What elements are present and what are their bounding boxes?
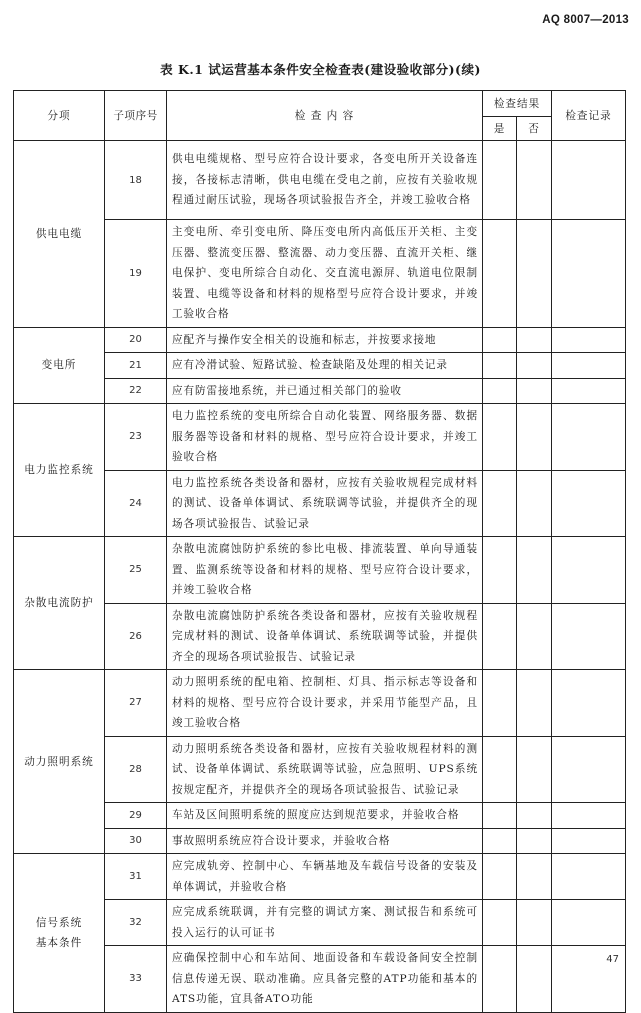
record-cell bbox=[552, 670, 626, 737]
result-yes-cell bbox=[483, 378, 517, 404]
result-yes-cell bbox=[483, 353, 517, 379]
result-yes-cell bbox=[483, 327, 517, 353]
record-cell bbox=[552, 404, 626, 471]
result-yes-cell bbox=[483, 670, 517, 737]
content-cell: 电力监控系统各类设备和器材，应按有关验收规程完成材料的测试、设备单体调试、系统联调等试验，并提供齐全的现场各项试验报告、试验记录 bbox=[167, 470, 483, 537]
content-cell: 杂散电流腐蚀防护系统各类设备和器材，应按有关验收规程完成材料的测试、设备单体调试、系统联调等试验，并提供齐全的现场各项试验报告、试验记录 bbox=[167, 603, 483, 670]
content-cell: 动力照明系统各类设备和器材，应按有关验收规程材料的测试、设备单体调试、系统联调等试验，应急照明、UPS系统按规定配齐，并提供齐全的现场各项试验报告、试验记录 bbox=[167, 736, 483, 803]
table-row bbox=[14, 803, 626, 829]
result-no-cell bbox=[517, 603, 552, 670]
result-yes-cell bbox=[483, 854, 517, 900]
table-row bbox=[14, 378, 626, 404]
table-row bbox=[14, 327, 626, 353]
record-cell bbox=[552, 220, 626, 328]
content-cell: 事故照明系统应符合设计要求，并验收合格 bbox=[167, 828, 483, 854]
result-yes-cell bbox=[483, 220, 517, 328]
table-row bbox=[14, 854, 626, 900]
table-row bbox=[14, 900, 626, 946]
record-cell bbox=[552, 803, 626, 829]
sub-item-no-cell: 33 bbox=[105, 946, 167, 1013]
sub-item-no-cell: 30 bbox=[105, 828, 167, 854]
record-cell bbox=[552, 327, 626, 353]
result-no-cell bbox=[517, 900, 552, 946]
result-yes-cell bbox=[483, 900, 517, 946]
table-row bbox=[14, 603, 626, 670]
table-row bbox=[14, 404, 626, 471]
table-row bbox=[14, 670, 626, 737]
result-yes-cell bbox=[483, 141, 517, 220]
content-cell: 供电电缆规格、型号应符合设计要求，各变电所开关设备连接，各接标志清晰，供电电缆在受电之前，应按有关验收规程通过耐压试验，现场各项试验报告齐全，并竣工验收合格 bbox=[167, 141, 483, 220]
record-cell bbox=[552, 353, 626, 379]
sub-item-no-cell: 18 bbox=[105, 141, 167, 220]
result-no-cell bbox=[517, 854, 552, 900]
sub-item-no-cell: 27 bbox=[105, 670, 167, 737]
result-no-cell bbox=[517, 736, 552, 803]
result-no-cell bbox=[517, 670, 552, 737]
header-result: 检查结果 bbox=[483, 91, 552, 117]
header-sub-item-no: 子项序号 bbox=[105, 91, 167, 141]
record-cell bbox=[552, 470, 626, 537]
table-row bbox=[14, 828, 626, 854]
content-cell: 主变电所、牵引变电所、降压变电所内高低压开关柜、主变压器、整流变压器、整流器、动力变压器、直流开关柜、继电保护、变电所综合自动化、交直流电源屏、轨道电位限制装置、电缆等设备和材料的规格型号应符合设计要求，并竣工验收合格 bbox=[167, 220, 483, 328]
table-row bbox=[14, 220, 626, 328]
result-no-cell bbox=[517, 470, 552, 537]
result-yes-cell bbox=[483, 537, 517, 604]
content-cell: 应完成轨旁、控制中心、车辆基地及车载信号设备的安装及单体调试，并验收合格 bbox=[167, 854, 483, 900]
result-yes-cell bbox=[483, 828, 517, 854]
result-yes-cell bbox=[483, 736, 517, 803]
record-cell bbox=[552, 828, 626, 854]
sub-item-no-cell: 32 bbox=[105, 900, 167, 946]
category-cell: 动力照明系统 bbox=[14, 670, 105, 854]
category-cell: 杂散电流防护 bbox=[14, 537, 105, 670]
result-no-cell bbox=[517, 353, 552, 379]
category-cell: 信号系统 基本条件 bbox=[14, 854, 105, 1013]
sub-item-no-cell: 31 bbox=[105, 854, 167, 900]
result-yes-cell bbox=[483, 404, 517, 471]
category-cell: 供电电缆 bbox=[14, 141, 105, 328]
record-cell bbox=[552, 378, 626, 404]
record-cell bbox=[552, 603, 626, 670]
record-cell bbox=[552, 141, 626, 220]
content-cell: 车站及区间照明系统的照度应达到规范要求，并验收合格 bbox=[167, 803, 483, 829]
result-no-cell bbox=[517, 404, 552, 471]
header-category: 分项 bbox=[14, 91, 105, 141]
table-body bbox=[14, 141, 626, 1013]
category-cell: 电力监控系统 bbox=[14, 404, 105, 537]
header-content: 检 查 内 容 bbox=[167, 91, 483, 141]
content-cell: 应有冷滑试验、短路试验、检查缺陷及处理的相关记录 bbox=[167, 353, 483, 379]
content-cell: 电力监控系统的变电所综合自动化装置、网络服务器、数据服务器等设备和材料的规格、型号应符合设计要求，并竣工验收合格 bbox=[167, 404, 483, 471]
result-no-cell bbox=[517, 537, 552, 604]
content-cell: 应有防雷接地系统，并已通过相关部门的验收 bbox=[167, 378, 483, 404]
sub-item-no-cell: 28 bbox=[105, 736, 167, 803]
category-cell: 变电所 bbox=[14, 327, 105, 404]
sub-item-no-cell: 22 bbox=[105, 378, 167, 404]
result-no-cell bbox=[517, 803, 552, 829]
table-row bbox=[14, 537, 626, 604]
table-row bbox=[14, 141, 626, 220]
result-no-cell bbox=[517, 828, 552, 854]
header-no: 否 bbox=[517, 117, 552, 141]
safety-checklist-table bbox=[13, 90, 626, 1013]
result-yes-cell bbox=[483, 803, 517, 829]
result-no-cell bbox=[517, 141, 552, 220]
result-no-cell bbox=[517, 378, 552, 404]
header-record: 检查记录 bbox=[552, 91, 626, 141]
record-cell bbox=[552, 736, 626, 803]
table-row bbox=[14, 736, 626, 803]
result-yes-cell bbox=[483, 603, 517, 670]
record-cell bbox=[552, 900, 626, 946]
sub-item-no-cell: 25 bbox=[105, 537, 167, 604]
result-no-cell bbox=[517, 220, 552, 328]
page-number: 47 bbox=[606, 954, 619, 965]
content-cell: 动力照明系统的配电箱、控制柜、灯具、指示标志等设备和材料的规格、型号应符合设计要求，并采用节能型产品，且竣工验收合格 bbox=[167, 670, 483, 737]
result-yes-cell bbox=[483, 470, 517, 537]
sub-item-no-cell: 20 bbox=[105, 327, 167, 353]
sub-item-no-cell: 26 bbox=[105, 603, 167, 670]
sub-item-no-cell: 19 bbox=[105, 220, 167, 328]
sub-item-no-cell: 21 bbox=[105, 353, 167, 379]
header-yes: 是 bbox=[483, 117, 517, 141]
table-caption: 表 K.1 试运营基本条件安全检查表(建设验收部分)(续) bbox=[160, 62, 481, 77]
sub-item-no-cell: 23 bbox=[105, 404, 167, 471]
record-cell bbox=[552, 854, 626, 900]
sub-item-no-cell: 29 bbox=[105, 803, 167, 829]
content-cell: 应完成系统联调，并有完整的调试方案、测试报告和系统可投入运行的认可证书 bbox=[167, 900, 483, 946]
standard-code: AQ 8007—2013 bbox=[542, 14, 629, 26]
content-cell: 杂散电流腐蚀防护系统的参比电极、排流装置、单向导通装置、监测系统等设备和材料的规格、型号应符合设计要求，并竣工验收合格 bbox=[167, 537, 483, 604]
content-cell: 应配齐与操作安全相关的设施和标志，并按要求接地 bbox=[167, 327, 483, 353]
sub-item-no-cell: 24 bbox=[105, 470, 167, 537]
result-no-cell bbox=[517, 327, 552, 353]
table-row bbox=[14, 353, 626, 379]
table-row bbox=[14, 470, 626, 537]
content-cell: 应确保控制中心和车站间、地面设备和车载设备间安全控制信息传递无误、联动准确。应具备完整的ATP功能和基本的ATS功能，宜具备ATO功能 bbox=[167, 946, 483, 1013]
record-cell bbox=[552, 537, 626, 604]
